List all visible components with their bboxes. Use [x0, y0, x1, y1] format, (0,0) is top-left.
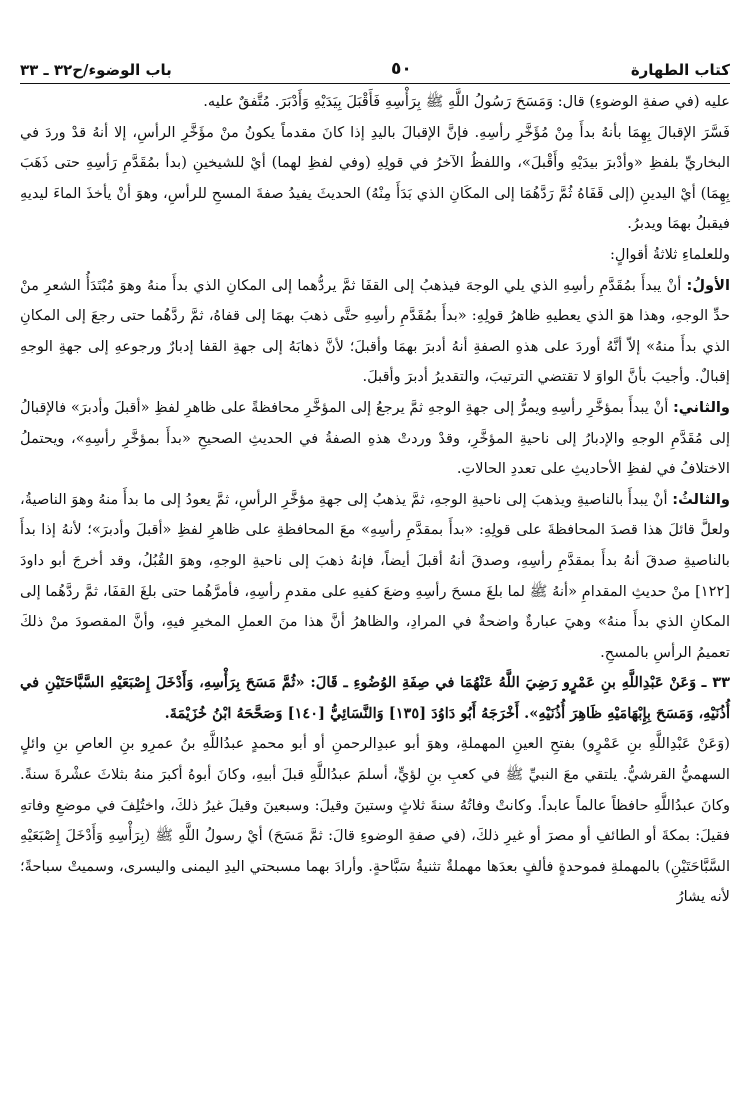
paragraph-hadith-33: ٣٣ ـ وَعَنْ عَبْدِاللَّهِ بنِ عَمْرٍو رَضِيَ اللَّهُ عَنْهُمَا في صِفَةِ الوُضُوءِ ـ قَالَ: «ثُمَّ مَسَحَ بِرَأْسِهِ، وَأَدْخَلَ إِصْبَعَيْهِ السَّبَّاحَتَيْنِ في أُذُنَيْهِ، وَمَسَحَ بِإِبْهَامَيْهِ ظَاهِرَ أُذُنَيْهِ». أَخْرَجَهُ أَبُو دَاوُدَ [١٣٥] وَالنَّسَائِيُّ [١٤٠] وَصَحَّحَهُ ابْنُ خُزَيْمَةَ.: [20, 674, 731, 722]
paragraph-hadith-32-end: عليه (في صفةِ الوضوءِ) قال: وَمَسَحَ رَسُولُ اللَّهِ ﷺ بِرَأْسِهِ فَأَقْبَلَ بِيَدَيْهِ وَأَدْبَرَ. مُتَّفقٌ عليه.: [203, 93, 730, 110]
book-title: كتاب الطهارة: [630, 61, 730, 79]
paragraph-third-opinion: والثالثُ: أنْ يبدأَ بالناصيةِ ويذهبَ إلى ناحيةِ الوجهِ، ثمَّ يذهبُ إلى جهةِ مؤخَّرِ الرأسِ، ثمَّ يعودُ إلى ما بدأَ منهُ وهوَ الناصيةُ، ولعلَّ قائلَ هذا قصدَ المحافظةَ على قولِهِ: «بدأَ بمقدَّمِ رأسِهِ» معَ المحافظةِ على ظاهرِ لفظِ «أقبلَ وأدبرَ»؛ لأنهُ إذا بدأَ بالناصيةِ صدقَ أنهُ بدأَ بمقدَّمِ رأسِهِ، وصدقَ أنهُ أقبلَ أيضاً، فإنهُ ذهبَ إلى ناحيةِ الوجهِ، وهوَ القُبُلُ، وقد أخرجَ أبو داودَ [١٢٢] منْ حديثِ المقدامِ «أنهُ ﷺ لما بلغَ مسحَ رأسِهِ وضعَ كفيهِ على مقدمِ رأسِهِ، فأمرَّهُما حتى بلغَ القفَا، ثمَّ ردَّهُما إلى المكانِ الذي بدأَ منهُ» وهيَ عبارةٌ واضحةٌ في المرادِ، والظاهرُ أنَّ هذا منَ العملِ المخيرِ فيهِ، وأنَّ المقصودَ منْ ذلكَ تعميمُ الرأسِ بالمسحِ.: [20, 490, 730, 661]
page-number: ٥٠: [390, 59, 412, 79]
paragraph-hadith-33-commentary: (وَعَنْ عَبْدِاللَّهِ بنِ عَمْرٍو) بفتحِ العينِ المهملةِ، وهوَ أبو عبدِالرحمنِ أو أبو محمدٍ عبدُاللَّهِ بنُ عمرِو بنِ العاصِ بنِ وائلٍ السهميُّ القرشيُّ. يلتقي معَ النبيِّ ﷺ في كعبِ بنِ لؤيٍّ، أسلمَ عبدُاللَّهِ قبلَ أبيهِ، وكانَ أبوهُ أكبرَ منهُ بثلاثَ عشْرةَ سنةً. وكانَ عبدُاللَّهِ حافظاً عالماً عابداً. وكانتْ وفاتُهُ سنةَ ثلاثٍ وستينَ وقيلَ: وسبعينَ وقيلَ غيرُ ذلكَ، واختُلِفَ في موضعِ وفاتهِ فقيلَ: بمكةَ أو الطائفِ أو مصرَ أو غيرِ ذلكَ، (في صفةِ الوضوءِ قالَ: ثمَّ مَسَحَ) أيْ رسولُ اللَّهِ ﷺ (بِرَأْسِهِ وَأَدْخَلَ إِصْبَعَيْهِ السَّبَّاحَتَيْنِ) بالمهملةِ فموحدةٍ فألفٍ بعدَها مهملةٌ تثنيةُ سَبَّاحةٍ. وأرادَ بهما مسبحتي اليدِ اليمنى واليسرى، وسميتْ سباحةً؛ لأنه يشارُ: [20, 735, 730, 906]
paragraph-commentary: فَسَّرَ الإقبالَ بِهِمَا بأنهُ بدأَ مِنْ مُؤَخَّرِ رأسِهِ. فإنَّ الإقبالَ باليدِ إذا كانَ مقدماً يكونُ منْ مؤَخَّرِ الرأسِ، إلا أنهُ قدْ وردَ في البخاريِّ بلفظِ «وأدْبرَ بيدَيْهِ وأَقْبلَ»، واللفظُ الآخرُ في قولِهِ (وفي لفظِ لهما) أيْ للشيخينِ (بدأ بمُقَدَّمِ رَأسِهِ حتى ذَهَبَ بِهِمَا) أيْ اليدينِ (إلى قَفَاهُ ثُمَّ رَدَّهُمَا إلى المكَانِ الذي بَدَأَ مِنْهُ) الحديثَ يفيدُ صفةَ المسحِ للرأسِ، وهوَ أنْ يأخذَ الماءَ ليديهِ فيقبلُ بهمَا ويدبرُ.: [20, 123, 730, 233]
paragraph-scholars-intro: وللعلماءِ ثلاثةُ أقوالٍ:: [609, 245, 730, 263]
third-opinion-label: والثالثُ:: [672, 490, 730, 508]
chapter-reference: باب الوضوء/ح٣٢ ـ ٣٣: [20, 61, 172, 79]
page-body: [20, 84, 730, 913]
paragraph-first-opinion: الأولُ: أنْ يبدأَ بمُقَدَّمِ رأسِهِ الذي يلي الوجهَ فيذهبُ إلى القفَا ثمَّ يردُّهما إلى المكانِ الذي بدأَ منهُ وهوَ مُبْتَدَأُ الشعرِ منْ حدِّ الوجهِ، وهذا هوَ الذي يعطيهِ ظاهرُ قولِهِ: «بدأَ بمُقَدَّمِ رأسِهِ حتَّى ذهبَ بهمَا إلى قفاهُ، ثمَّ ردَّهُما حتى رجعَ إلى المكانِ الذي بدأَ منهُ» إلاّ أنَّهُ أوردَ على هذهِ الصفةِ أنهُ أدبرَ بهمَا وأقبلَ؛ لأنَّ ذهابَهُ إلى جهةِ القفا إدبارٌ ورجوعهِ إلى جهةِ الوجهِ إقبالٌ. وأجيبَ بأنَّ الواوَ لا تقتضي الترتيبَ، والتقديرُ أدبرَ وأقبلَ.: [20, 276, 730, 386]
running-head: [20, 0, 730, 84]
paragraph-second-opinion: والثاني: أنْ يبدأَ بمؤخَّرِ رأسِهِ ويمرُّ إلى جهةِ الوجهِ ثمَّ يرجعُ إلى المؤخَّرِ محافظةً على ظاهرِ لفظِ «أقبلَ وأدبرَ» فالإقبالُ إلى مُقَدَّمِ الوجهِ والإدبارُ إلى ناحيةِ المؤخَّرِ، وقدْ وردتْ هذهِ الصفةُ في الحديثِ الصحيحِ «بدأَ بمؤخَّرِ رأسِهِ»، ويحتملُ الاختلافُ في لفظِ الأحاديثِ على تعددِ الحالاتِ.: [20, 398, 731, 478]
first-opinion-label: الأولُ:: [686, 276, 730, 294]
second-opinion-label: والثاني:: [672, 398, 731, 416]
hadith-number: ٣٣ ـ: [701, 674, 731, 692]
